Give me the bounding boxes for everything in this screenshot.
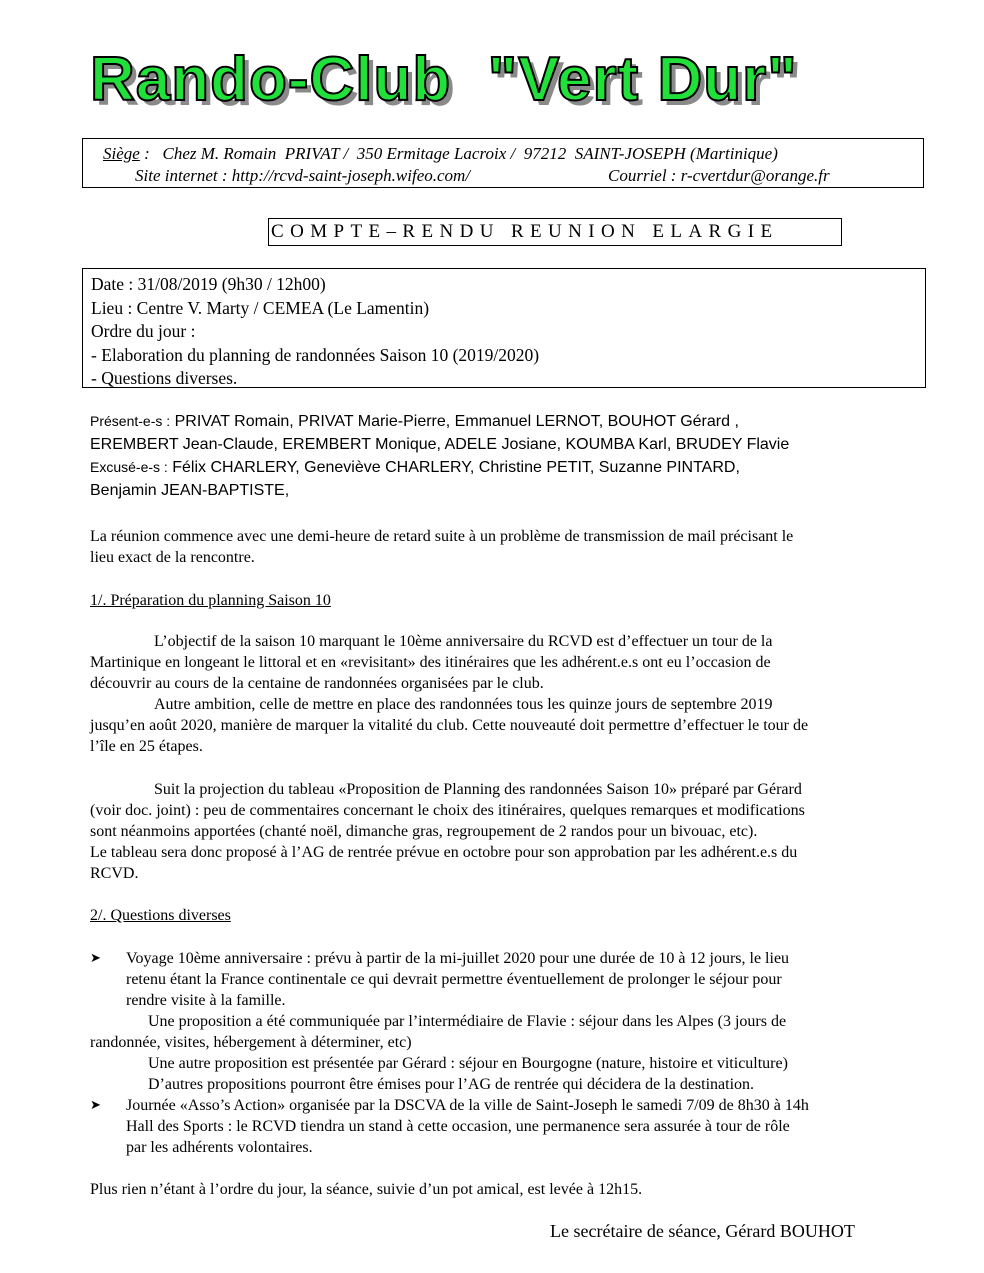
- club-title: Rando-Club "Vert Dur": [90, 45, 798, 114]
- paragraph-line: Plus rien n’étant à l’ordre du jour, la séance, suivie d’un pot amical, est levée à 12h15.: [90, 1181, 643, 1198]
- paragraph-line: lieu exact de la rencontre.: [90, 549, 255, 566]
- meeting-location: Lieu : Centre V. Marty / CEMEA (Le Lamentin): [91, 297, 430, 318]
- section-1-paragraph-2: [90, 694, 916, 757]
- siege-box: [82, 138, 924, 188]
- paragraph-line: Suit la projection du tableau «Proposition de Planning des randonnées Saison 10» préparé par Gérard: [154, 781, 802, 798]
- section-1-paragraph-1: [90, 631, 916, 694]
- meeting-date: Date : 31/08/2019 (9h30 / 12h00): [91, 274, 326, 294]
- arrow-bullet-icon: ➤: [90, 951, 101, 966]
- present-label: Présent-e-s :: [90, 413, 171, 429]
- siege-label: Siège: [103, 144, 140, 163]
- report-title: COMPTE–RENDU REUNION ELARGIE: [268, 218, 842, 246]
- meeting-info-box: [82, 268, 926, 388]
- paragraph-line: Autre ambition, celle de mettre en place des randonnées tous les quinze jours de septembre 2019: [154, 696, 773, 713]
- section-2-heading: 2/. Questions diverses: [90, 907, 231, 924]
- bullet-line: rendre visite à la famille.: [126, 992, 286, 1009]
- paragraph-line: Le tableau sera donc proposé à l’AG de rentrée prévue en octobre pour son approbation par les adhérent.e.s du: [90, 844, 798, 861]
- arrow-bullet-icon: ➤: [90, 1098, 101, 1113]
- site-internet: Site internet : http://rcvd-saint-joseph.wifeo.com/: [135, 166, 471, 185]
- bullet-text: [90, 948, 916, 1095]
- agenda-label: Ordre du jour :: [91, 321, 196, 341]
- paragraph-line: Martinique en longeant le littoral et en «revisitant» des itinéraires que les adhérent.e.s ont eu l’occasion de: [90, 654, 771, 671]
- excused-names-cont: Benjamin JEAN-BAPTISTE,: [90, 482, 290, 499]
- excused-label: Excusé-e-s :: [90, 459, 168, 475]
- agenda-item: - Elaboration du planning de randonnées Saison 10 (2019/2020): [91, 344, 540, 365]
- bullet-line: retenu étant la France continentale ce qui devrait permettre éventuellement de prolonger le séjour pour: [126, 971, 782, 988]
- present-names: PRIVAT Romain, PRIVAT Marie-Pierre, Emmanuel LERNOT, BOUHOT Gérard ,: [170, 413, 739, 430]
- bullet-line: Hall des Sports : le RCVD tiendra un stand à cette occasion, une permanence sera assurée à tour de rôle: [126, 1118, 790, 1135]
- excused-line: [90, 456, 920, 479]
- signature: Le secrétaire de séance, Gérard BOUHOT: [550, 1221, 855, 1241]
- paragraph-line: RCVD.: [90, 865, 139, 882]
- closing-paragraph: [90, 1179, 916, 1200]
- bullet-line: Journée «Asso’s Action» organisée par la DSCVA de la ville de Saint-Joseph le samedi 7/09 de 8h30 à 14h: [126, 1097, 809, 1114]
- bullet-text: [126, 1095, 916, 1158]
- paragraph-line: découvrir au cours de la centaine de randonnées organisées par le club.: [90, 675, 544, 692]
- paragraph-line: La réunion commence avec une demi-heure de retard suite à un problème de transmission de mail précisant le: [90, 528, 794, 545]
- attendees: [90, 410, 920, 502]
- bullet-line: par les adhérents volontaires.: [126, 1139, 313, 1156]
- paragraph-line: (voir doc. joint) : peu de commentaires concernant le choix des itinéraires, quelques remarques et modifications: [90, 802, 805, 819]
- bullet-line: Voyage 10ème anniversaire : prévu à partir de la mi-juillet 2020 pour une durée de 10 à 12 jours, le lieu: [126, 950, 790, 967]
- siege-address: : Chez M. Romain PRIVAT / 350 Ermitage Lacroix / 97212 SAINT-JOSEPH (Martinique): [139, 144, 778, 163]
- paragraph-line: jusqu’en août 2020, manière de marquer la vitalité du club. Cette nouveauté doit permettre d’effectuer le tour de: [90, 717, 809, 734]
- paragraph-line: L’objectif de la saison 10 marquant le 10ème anniversaire du RCVD est d’effectuer un tour de la: [154, 633, 773, 650]
- section-1-paragraph-3: [90, 779, 916, 884]
- paragraph-line: l’île en 25 étapes.: [90, 738, 203, 755]
- agenda-item: - Questions diverses.: [91, 368, 238, 388]
- siege-address-line: [103, 143, 778, 165]
- bullet-line: D’autres propositions pourront être émises pour l’AG de rentrée qui décidera de la destination.: [148, 1076, 755, 1093]
- paragraph-line: sont néanmoins apportées (chanté noël, dimanche gras, regroupement de 2 randos pour un bivouac, etc).: [90, 823, 758, 840]
- present-names-cont: EREMBERT Jean-Claude, EREMBERT Monique, ADELE Josiane, KOUMBA Karl, BRUDEY Flavie: [90, 436, 790, 453]
- bullet-line: randonnée, visites, hébergement à déterminer, etc): [90, 1034, 412, 1051]
- present-line: [90, 410, 920, 433]
- bullet-line: Une proposition a été communiquée par l’intermédiaire de Flavie : séjour dans les Alpes (3 jours de: [148, 1013, 787, 1030]
- section-1-heading: 1/. Préparation du planning Saison 10: [90, 592, 331, 609]
- courriel: Courriel : r-cvertdur@orange.fr: [608, 166, 830, 185]
- bullet-line: Une autre proposition est présentée par Gérard : séjour en Bourgogne (nature, histoire et viticulture): [148, 1055, 788, 1072]
- excused-names: Félix CHARLERY, Geneviève CHARLERY, Christine PETIT, Suzanne PINTARD,: [167, 459, 740, 476]
- intro-paragraph: [90, 526, 916, 568]
